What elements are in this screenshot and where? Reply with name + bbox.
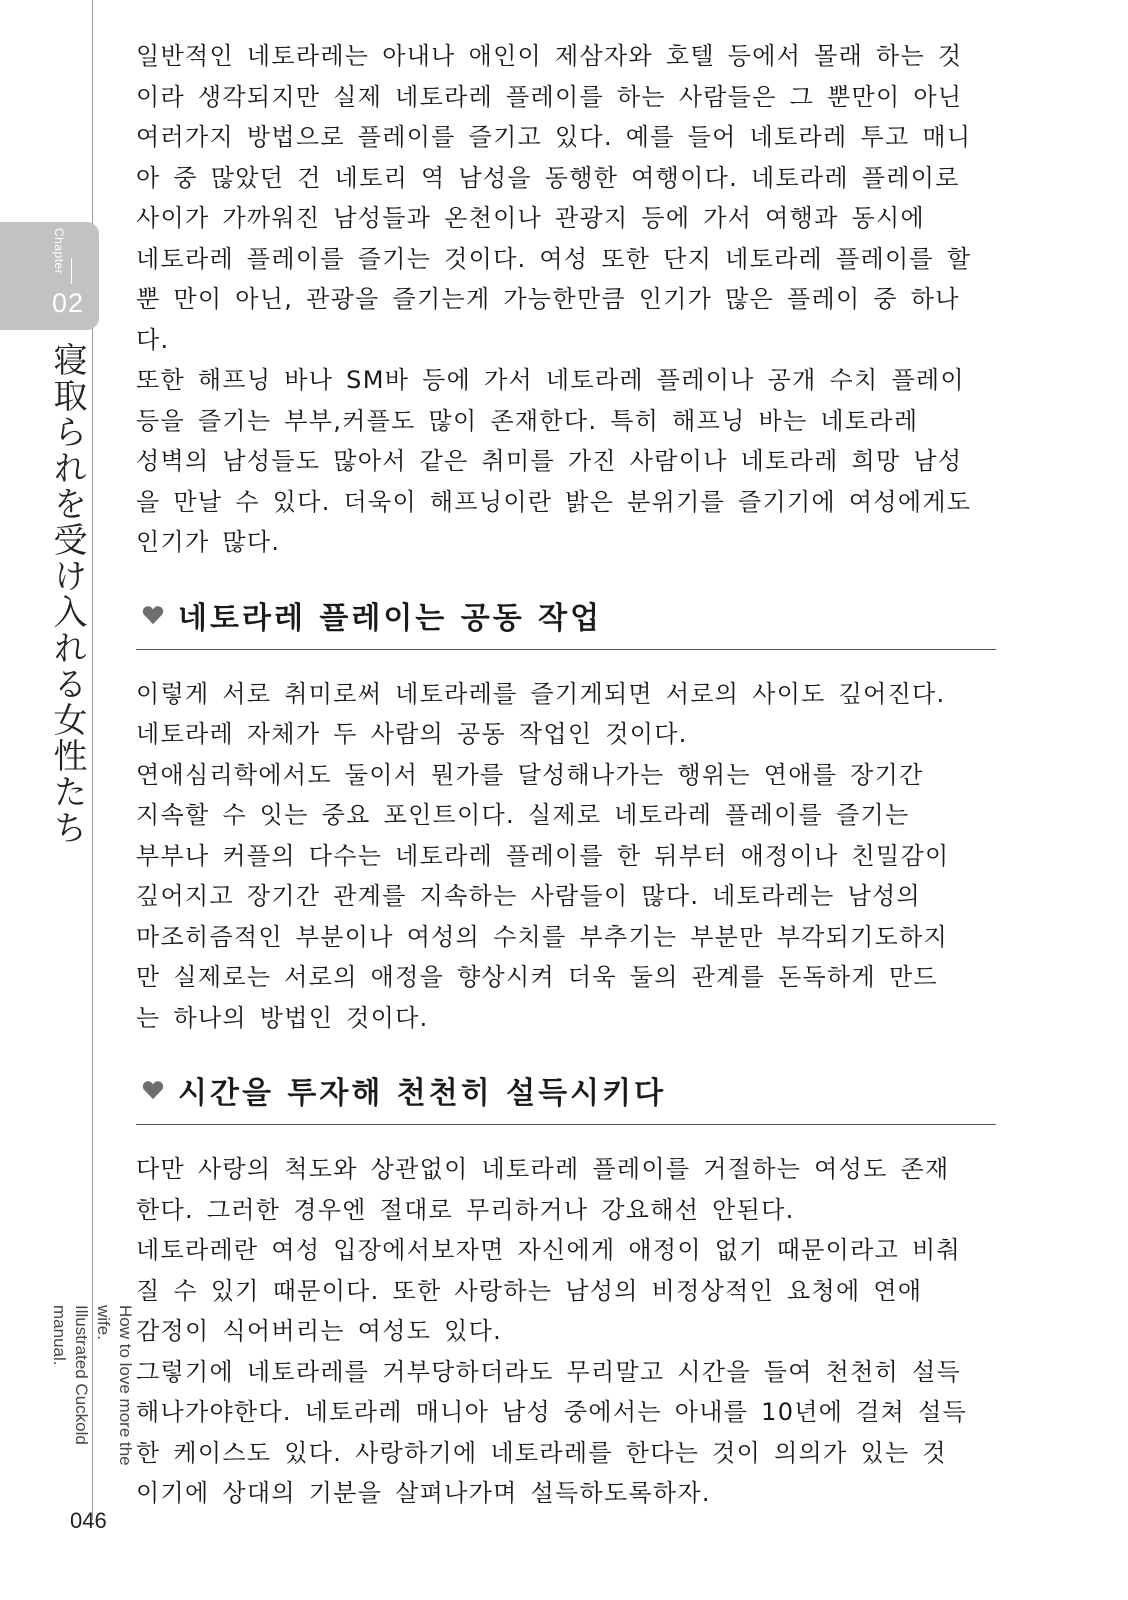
section-2-body [136, 1149, 996, 1514]
text-line: 지속할 수 잇는 중요 포인트이다. 실제로 네토라레 플레이를 즐기는 [136, 801, 910, 829]
text-line: 을 만날 수 있다. 더욱이 해프닝이란 밝은 분위기를 즐기기에 여성에게도 [136, 487, 972, 516]
text-line: 아 중 많았던 건 네토리 역 남성을 동행한 여행이다. 네토라레 플레이로 [136, 163, 960, 192]
text-line: 다만 사랑의 척도와 상관없이 네토라레 플레이를 거절하는 여성도 존재 [136, 1155, 950, 1183]
heart-icon [142, 1080, 164, 1100]
text-line: 는 하나의 방법인 것이다. [136, 1003, 429, 1032]
section-title: 네토라레 플레이는 공동 작업 [178, 600, 603, 636]
page-content [136, 36, 996, 1514]
text-line: 만 실제로는 서로의 애정을 향상시켜 더욱 둘의 관계를 돈독하게 만드 [136, 963, 938, 991]
text-line: 감정이 식어버리는 여성도 있다. [136, 1317, 503, 1345]
text-line: 여러가지 방법으로 플레이를 즐기고 있다. 예를 들어 네토라레 투고 매니 [136, 123, 972, 151]
text-line: 이라 생각되지만 실제 네토라레 플레이를 하는 사람들은 그 뿐만이 아닌 [136, 82, 963, 111]
text-line: 연애심리학에서도 둘이서 뭔가를 달성해나가는 행위는 연애를 장기간 [136, 760, 924, 789]
heart-icon [142, 605, 164, 625]
text-line: 한다. 그러한 경우엔 절대로 무리하거나 강요해선 안된다. [136, 1195, 795, 1224]
text-line: 네토라레 플레이를 즐기는 것이다. 여성 또한 단지 네토라레 플레이를 할 [136, 244, 972, 273]
text-line: 한 케이스도 있다. 사랑하기에 네토라레를 한다는 것이 의의가 있는 것 [136, 1438, 947, 1467]
chapter-title: 寝取られを受け入れる女性たち [47, 342, 87, 846]
section-heading-1 [136, 593, 996, 650]
intro-paragraph [136, 36, 996, 563]
text-line: 사이가 가까워진 남성들과 온천이나 관광지 등에 가서 여행과 동시에 [136, 204, 925, 232]
book-title-line2: Illustrated Cuckold manual. [50, 1305, 91, 1445]
text-line: 깊어지고 장기간 관계를 지속하는 사람들이 많다. 네토라레는 남성의 [136, 882, 921, 910]
book-title [48, 1305, 136, 1505]
text-line: 성벽의 남성들도 많아서 같은 취미를 가진 사람이나 네토라레 희망 남성 [136, 447, 963, 475]
chapter-number: 02 [52, 288, 85, 318]
chapter-label: Chapter [52, 228, 66, 275]
text-line: 질 수 있기 때문이다. 또한 사랑하는 남성의 비정상적인 요청에 연애 [136, 1276, 923, 1305]
text-line: 그렇기에 네토라레를 거부당하더라도 무리말고 시간을 들여 천천히 설득 [136, 1357, 962, 1386]
section-title: 시간을 투자해 천천히 설득시키다 [178, 1076, 667, 1111]
text-line: 네토라레 자체가 두 사람의 공동 작업인 것이다. [136, 720, 688, 748]
text-line: 또한 해프닝 바나 SM바 등에 가서 네토라레 플레이나 공개 수치 플레이 [136, 366, 965, 394]
text-line: 뿐 만이 아닌, 관광을 즐기는게 가능한만큼 인기가 많은 플레이 중 하나 [136, 285, 960, 313]
text-line: 해나가야한다. 네토라레 매니아 남성 중에서는 아내를 10년에 걸쳐 설득 [136, 1398, 968, 1426]
text-line: 이렇게 서로 취미로써 네토라레를 즐기게되면 서로의 사이도 깊어진다. [136, 679, 946, 708]
chapter-tab [0, 222, 99, 330]
section-1-body [136, 674, 996, 1039]
text-line: 네토라레란 여성 입장에서보자면 자신에게 애정이 없기 때문이라고 비춰 [136, 1236, 962, 1264]
text-line: 등을 즐기는 부부,커플도 많이 존재한다. 특히 해프닝 바는 네토라레 [136, 406, 919, 435]
section-heading-2 [136, 1068, 996, 1125]
text-line: 인기가 많다. [136, 528, 281, 556]
book-title-line1: How to love more the wife. [94, 1305, 135, 1466]
text-line: 이기에 상대의 기분을 살펴나가며 설득하도록하자. [136, 1479, 711, 1507]
page-number: 046 [70, 1508, 107, 1533]
text-line: 부부나 커플의 다수는 네토라레 플레이를 한 뒤부터 애정이나 친밀감이 [136, 841, 950, 870]
text-line: 마조히즘적인 부분이나 여성의 수치를 부추기는 부분만 부각되기도하지 [136, 922, 949, 951]
text-line: 다. [136, 325, 170, 354]
chapter-divider [71, 258, 72, 284]
text-line: 일반적인 네토라레는 아내나 애인이 제삼자와 호텔 등에서 몰래 하는 것 [136, 42, 963, 70]
